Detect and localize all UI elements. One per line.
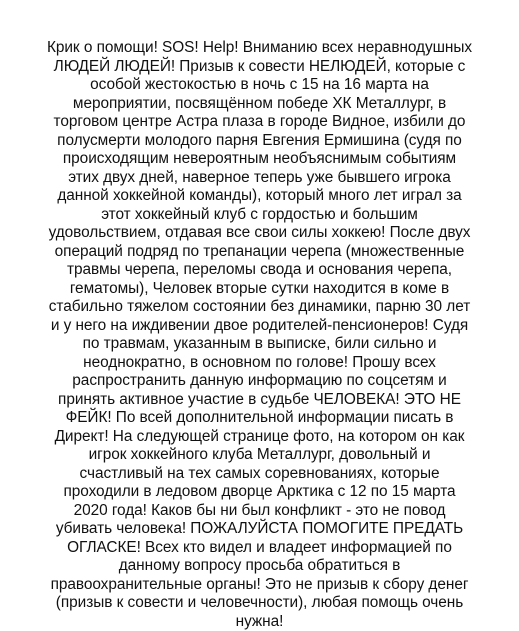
text-line: принять активное участие в судьбе ЧЕЛОВЕКА! ЭТО НЕ — [18, 391, 501, 410]
text-line: особой жестокостью в ночь с 15 на 16 марта на — [18, 76, 501, 95]
text-line: стабильно тяжелом состоянии без динамики, парню 30 лет — [18, 298, 501, 317]
text-line: проходили в ледовом дворце Арктика с 12 по 15 марта — [18, 483, 501, 502]
text-line: данной хоккейной команды), который много лет играл за — [18, 187, 501, 206]
text-line: полусмерти молодого парня Евгения Ермишина (судя по — [18, 132, 501, 151]
text-line: этот хоккейный клуб с гордостью и большим — [18, 206, 501, 225]
text-line: удовольствием, отдавая все свои силы хоккею! После двух — [18, 224, 501, 243]
text-line: (призыв к совести и человечности), любая помощь очень — [18, 594, 501, 613]
text-line: неоднократно, в основном по голове! Прошу всех — [18, 354, 501, 373]
text-line: мероприятии, посвящённом победе ХК Металлург, в — [18, 95, 501, 114]
text-line: этих двух дней, наверное теперь уже бывшего игрока — [18, 169, 501, 188]
text-line: происходящим невероятным необъяснимым событиям — [18, 150, 501, 169]
text-line: ЛЮДЕЙ ЛЮДЕЙ! Призыв к совести НЕЛЮДЕЙ, которые с — [18, 58, 501, 77]
text-line: 2020 года! Каков бы ни был конфликт - это не повод — [18, 502, 501, 521]
text-line: правоохранительные органы! Это не призыв к сбору денег — [18, 576, 501, 595]
text-line: распространить данную информацию по соцсетям и — [18, 372, 501, 391]
text-line: Крик о помощи! SOS! Help! Вниманию всех неравнодушных — [18, 39, 501, 58]
text-line: операций подряд по трепанации черепа (множественные — [18, 243, 501, 262]
text-line: данному вопросу просьба обратиться в — [18, 557, 501, 576]
text-line: ФЕЙК! По всей дополнительной информации писать в — [18, 409, 501, 428]
text-line: и у него на иждивении двое родителей-пенсионеров! Судя — [18, 317, 501, 336]
text-line: торговом центре Астра плаза в городе Видное, избили до — [18, 113, 501, 132]
text-line: ОГЛАСКЕ! Всех кто видел и владеет информацией по — [18, 539, 501, 558]
appeal-text — [18, 39, 501, 631]
text-line: убивать человека! ПОЖАЛУЙСТА ПОМОГИТЕ ПРЕДАТЬ — [18, 520, 501, 539]
text-line: Директ! На следующей странице фото, на котором он как — [18, 428, 501, 447]
text-line: игрок хоккейного клуба Металлург, довольный и — [18, 446, 501, 465]
text-line: травмы черепа, переломы свода и основания черепа, — [18, 261, 501, 280]
text-line: гематомы), Человек вторые сутки находится в коме в — [18, 280, 501, 299]
text-line: по травмам, указанным в выписке, били сильно и — [18, 335, 501, 354]
text-line: нужна! — [18, 613, 501, 631]
text-line: счастливый на тех самых соревнованиях, которые — [18, 465, 501, 484]
